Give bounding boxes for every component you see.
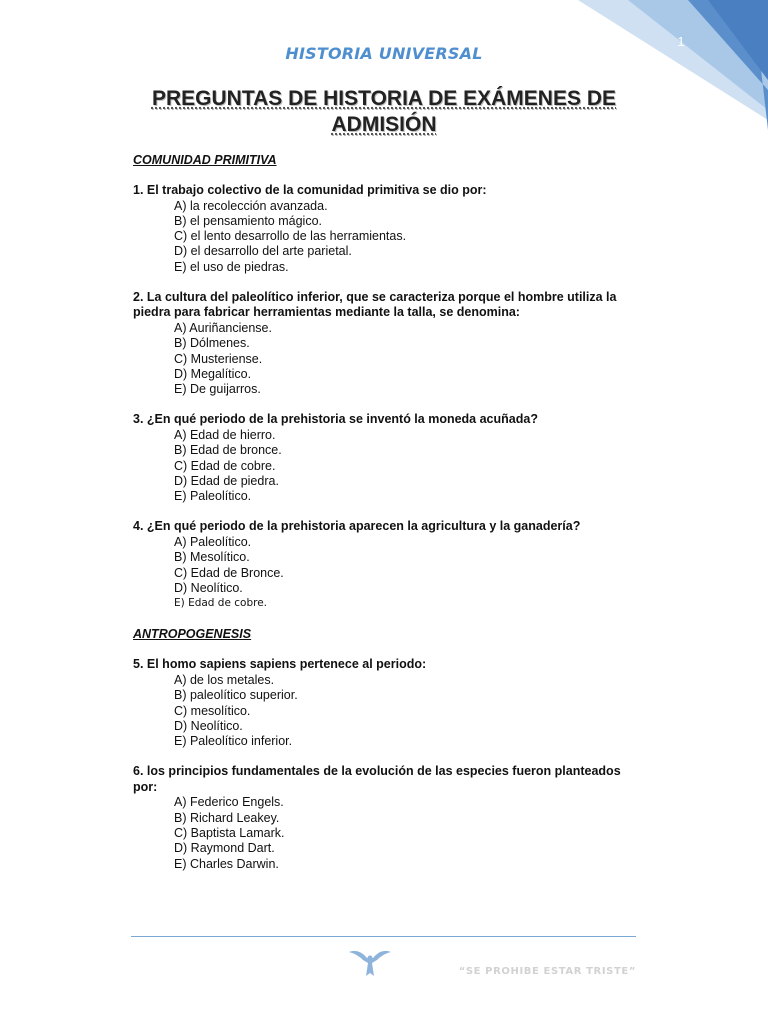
section-title: ANTROPOGENESIS — [133, 627, 252, 642]
option-e: E) Edad de cobre. — [174, 597, 268, 610]
question-text: 3. ¿En qué periodo de la prehistoria se inventó la moneda acuñada? — [133, 412, 538, 427]
option-b: B) Richard Leakey. — [174, 810, 280, 825]
option-d: D) Neolítico. — [174, 718, 243, 733]
option-e: E) el uso de piedras. — [174, 259, 289, 274]
options-list — [133, 535, 643, 611]
option-c: C) Baptista Lamark. — [174, 826, 285, 841]
option-b: B) el pensamiento mágico. — [174, 213, 322, 228]
option-e: E) Paleolítico inferior. — [174, 734, 293, 749]
option-e: E) Paleolítico. — [174, 489, 252, 504]
question-5 — [133, 657, 643, 749]
question-1 — [133, 183, 643, 275]
question-2 — [133, 290, 643, 397]
option-a: A) Paleolítico. — [174, 534, 252, 549]
footer-divider — [131, 936, 636, 937]
option-a: A) Edad de hierro. — [174, 427, 276, 442]
option-c: C) Edad de Bronce. — [174, 565, 284, 580]
option-c: C) Musteriense. — [174, 351, 263, 366]
question-text: 2. La cultura del paleolítico inferior, que se caracteriza porque el hombre utiliza la piedra para fabricar herramientas mediante la talla, se denomina: — [133, 289, 617, 320]
options-list — [133, 673, 643, 749]
options-list — [133, 199, 643, 275]
option-c: C) el lento desarrollo de las herramientas. — [174, 229, 407, 244]
footer-logo-icon — [347, 946, 393, 978]
options-list — [133, 428, 643, 504]
question-text: 1. El trabajo colectivo de la comunidad primitiva se dio por: — [133, 183, 487, 197]
option-c: C) Edad de cobre. — [174, 458, 276, 473]
page-title: PREGUNTAS DE HISTORIA DE EXÁMENES DE ADMISIÓN — [151, 87, 616, 136]
options-list — [133, 321, 643, 397]
option-b: B) Dólmenes. — [174, 336, 250, 351]
option-e: E) De guijarros. — [174, 382, 261, 397]
option-a: A) de los metales. — [174, 672, 275, 687]
option-e: E) Charles Darwin. — [174, 856, 279, 871]
option-d: D) Neolítico. — [174, 580, 243, 595]
question-4 — [133, 519, 643, 611]
question-text: 6. los principios fundamentales de la evolución de las especies fueron planteados por: — [133, 764, 621, 794]
options-list — [133, 795, 643, 871]
header-title: HISTORIA UNIVERSAL — [285, 44, 483, 63]
question-text: 4. ¿En qué periodo de la prehistoria aparecen la agricultura y la ganadería? — [133, 519, 581, 534]
option-a: A) Auriñanciense. — [174, 320, 272, 335]
question-6 — [133, 764, 643, 871]
option-d: D) Megalítico. — [174, 366, 252, 381]
question-3 — [133, 412, 643, 504]
option-c: C) mesolítico. — [174, 703, 251, 718]
option-d: D) Edad de piedra. — [174, 473, 279, 488]
question-text: 5. El homo sapiens sapiens pertenece al periodo: — [133, 657, 427, 672]
option-b: B) Edad de bronce. — [174, 443, 282, 458]
exam-content — [133, 152, 643, 887]
option-d: D) Raymond Dart. — [174, 841, 275, 856]
option-d: D) el desarrollo del arte parietal. — [174, 244, 352, 259]
footer-motto: “SE PROHIBE ESTAR TRISTE” — [458, 966, 636, 977]
page-number: 1 — [677, 34, 685, 49]
section-title: COMUNIDAD PRIMITIVA — [133, 153, 277, 167]
option-b: B) Mesolítico. — [174, 550, 250, 565]
option-b: B) paleolítico superior. — [174, 688, 298, 703]
option-a: A) Federico Engels. — [174, 795, 284, 810]
option-a: A) la recolección avanzada. — [174, 198, 328, 213]
